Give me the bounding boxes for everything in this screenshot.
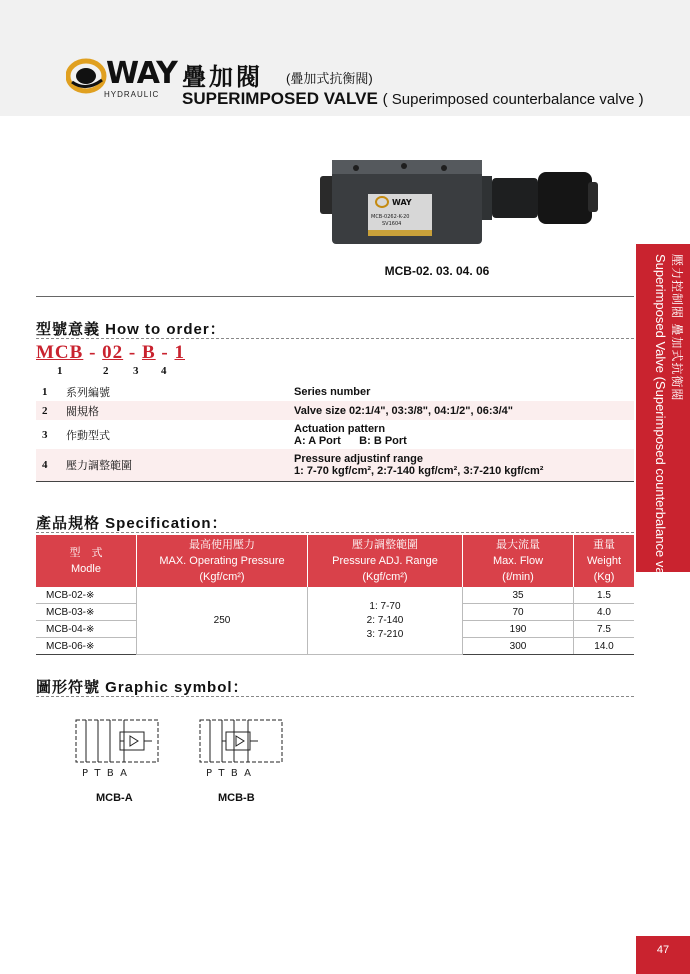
- table-row: [36, 587, 634, 604]
- model-code-number: 3: [133, 365, 139, 377]
- specification-table: [36, 535, 634, 655]
- column-header-unit: (Kg): [593, 571, 615, 583]
- row-description: [288, 420, 634, 449]
- flow-cell: 35: [463, 587, 574, 604]
- range-line: 2: 7-140: [366, 614, 404, 626]
- weight-cell: 7.5: [574, 621, 635, 638]
- row-number: 2: [36, 401, 60, 420]
- column-header: [463, 535, 574, 587]
- page-title-en-sub: ( Superimposed counterbalance valve ): [382, 91, 644, 108]
- row-label-zh: 壓力調整範圍: [60, 449, 288, 481]
- symbol-caption: MCB-B: [218, 792, 255, 804]
- svg-text:WAY: WAY: [392, 198, 412, 207]
- column-header-unit: (Kgf/cm²): [362, 571, 408, 583]
- row-label-zh: 系列編號: [66, 386, 110, 399]
- row-description-line: A: A Port B: B Port: [294, 434, 407, 447]
- model-code-part: 1: [174, 342, 185, 363]
- row-number: 1: [42, 385, 48, 398]
- range-line: 3: 7-210: [366, 628, 404, 640]
- row-number: 3: [42, 428, 48, 441]
- row-description-line: 1: 7-70 kgf/cm², 2:7-140 kgf/cm², 3:7-210 kgf/cm²: [294, 464, 544, 477]
- divider-dashed: [36, 532, 634, 533]
- model-code-sep: -: [83, 342, 103, 363]
- model-cell: MCB-04-※: [36, 621, 137, 638]
- column-header: [36, 535, 137, 587]
- model-code-number: 2: [103, 365, 109, 377]
- side-tab-zh: 壓力控制閥 疊加式抗衡閥: [670, 254, 684, 402]
- column-header-en: Pressure ADJ. Range: [332, 555, 438, 567]
- column-header-zh: 型 式: [69, 547, 103, 559]
- model-code-part: 02: [102, 342, 124, 363]
- symbol-ports-label: P T B A: [206, 768, 251, 779]
- row-description: [288, 449, 634, 481]
- weight-cell: 14.0: [574, 638, 635, 655]
- model-code-part: MCB: [36, 342, 84, 363]
- symbol-caption: MCB-A: [96, 792, 133, 804]
- page-title-en-main: SUPERIMPOSED VALVE: [182, 89, 378, 108]
- logo: [66, 56, 176, 102]
- row-label-zh: 閥規格: [60, 401, 288, 420]
- weight-cell: 1.5: [574, 587, 635, 604]
- pressure-cell: 250: [137, 587, 308, 655]
- table-row: [36, 401, 634, 420]
- brand-sub: HYDRAULIC: [104, 90, 160, 99]
- column-header-en: MAX. Operating Pressure: [159, 555, 285, 567]
- product-label-line-1: MCB-0262-K-20: [371, 214, 410, 220]
- row-number: 4: [36, 449, 60, 481]
- model-cell: MCB-03-※: [36, 604, 137, 621]
- range-line: 1: 7-70: [369, 600, 401, 612]
- page-title-zh: 疊加閥: [182, 64, 263, 91]
- model-cell: MCB-02-※: [36, 587, 137, 604]
- model-code-number: 4: [161, 365, 167, 377]
- table-header-row: [36, 535, 634, 587]
- specification-heading: 產品規格 Specification：: [36, 515, 228, 532]
- product-label-line-2: SV1604: [382, 221, 402, 227]
- column-header: [574, 535, 635, 587]
- model-code-number: 1: [57, 365, 63, 377]
- graphic-symbol-heading: 圖形符號 Graphic symbol：: [36, 679, 249, 696]
- column-header-unit: (ℓ/min): [502, 571, 534, 583]
- page-title-en: [182, 89, 644, 109]
- divider: [36, 296, 634, 297]
- column-header: [137, 535, 308, 587]
- model-cell: MCB-06-※: [36, 638, 137, 655]
- how-to-order-table: [36, 382, 634, 482]
- page-subtitle-zh: (疊加式抗衡閥): [286, 71, 373, 86]
- symbol-ports-label: P T B A: [82, 768, 127, 779]
- range-cell: [308, 587, 463, 655]
- row-description-line: Actuation pattern: [294, 422, 386, 435]
- row-description-line: Pressure adjustinf range: [294, 452, 423, 465]
- symbol-mcb-b-icon: [196, 716, 286, 780]
- column-header-unit: (Kgf/cm²): [199, 571, 245, 583]
- column-header-en: Max. Flow: [492, 555, 544, 567]
- table-row: [36, 420, 634, 449]
- side-tab-en: Superimposed Valve (Superimposed counterbalance valve): [653, 254, 668, 596]
- column-header-zh: 重量: [593, 539, 615, 551]
- model-code-sep: -: [155, 342, 175, 363]
- brand-word: WAY: [106, 56, 177, 91]
- flow-cell: 70: [463, 604, 574, 621]
- column-header-en: Weight: [586, 555, 622, 567]
- column-header-zh: 最大流量: [496, 539, 540, 551]
- product-image: [316, 154, 636, 254]
- row-description: Series number: [294, 385, 371, 398]
- page-number-tab: [636, 936, 690, 974]
- how-to-order-heading: 型號意義 How to order：: [36, 321, 226, 338]
- model-code-part: B: [141, 342, 156, 363]
- side-tab-text: [636, 250, 690, 596]
- weight-cell: 4.0: [574, 604, 635, 621]
- flow-cell: 300: [463, 638, 574, 655]
- row-label-zh: 作動型式: [66, 429, 110, 442]
- row-description: Valve size 02:1/4", 03:3/8", 04:1/2", 06:3/4": [288, 401, 634, 420]
- divider-dashed: [36, 338, 634, 339]
- column-header-en: Modle: [71, 563, 101, 575]
- page-number: 47: [656, 944, 670, 956]
- column-header-zh: 最高使用壓力: [189, 539, 255, 551]
- product-caption: MCB-02. 03. 04. 06: [384, 264, 490, 278]
- side-category-tab: [636, 244, 690, 596]
- divider-dashed: [36, 696, 634, 697]
- table-row: [36, 449, 634, 481]
- table-row: [36, 382, 634, 401]
- symbol-mcb-a-icon: [72, 716, 162, 780]
- column-header-zh: 壓力調整範圍: [352, 539, 418, 551]
- column-header: [308, 535, 463, 587]
- flow-cell: 190: [463, 621, 574, 638]
- model-code-sep: -: [123, 342, 142, 363]
- model-code: [36, 342, 185, 364]
